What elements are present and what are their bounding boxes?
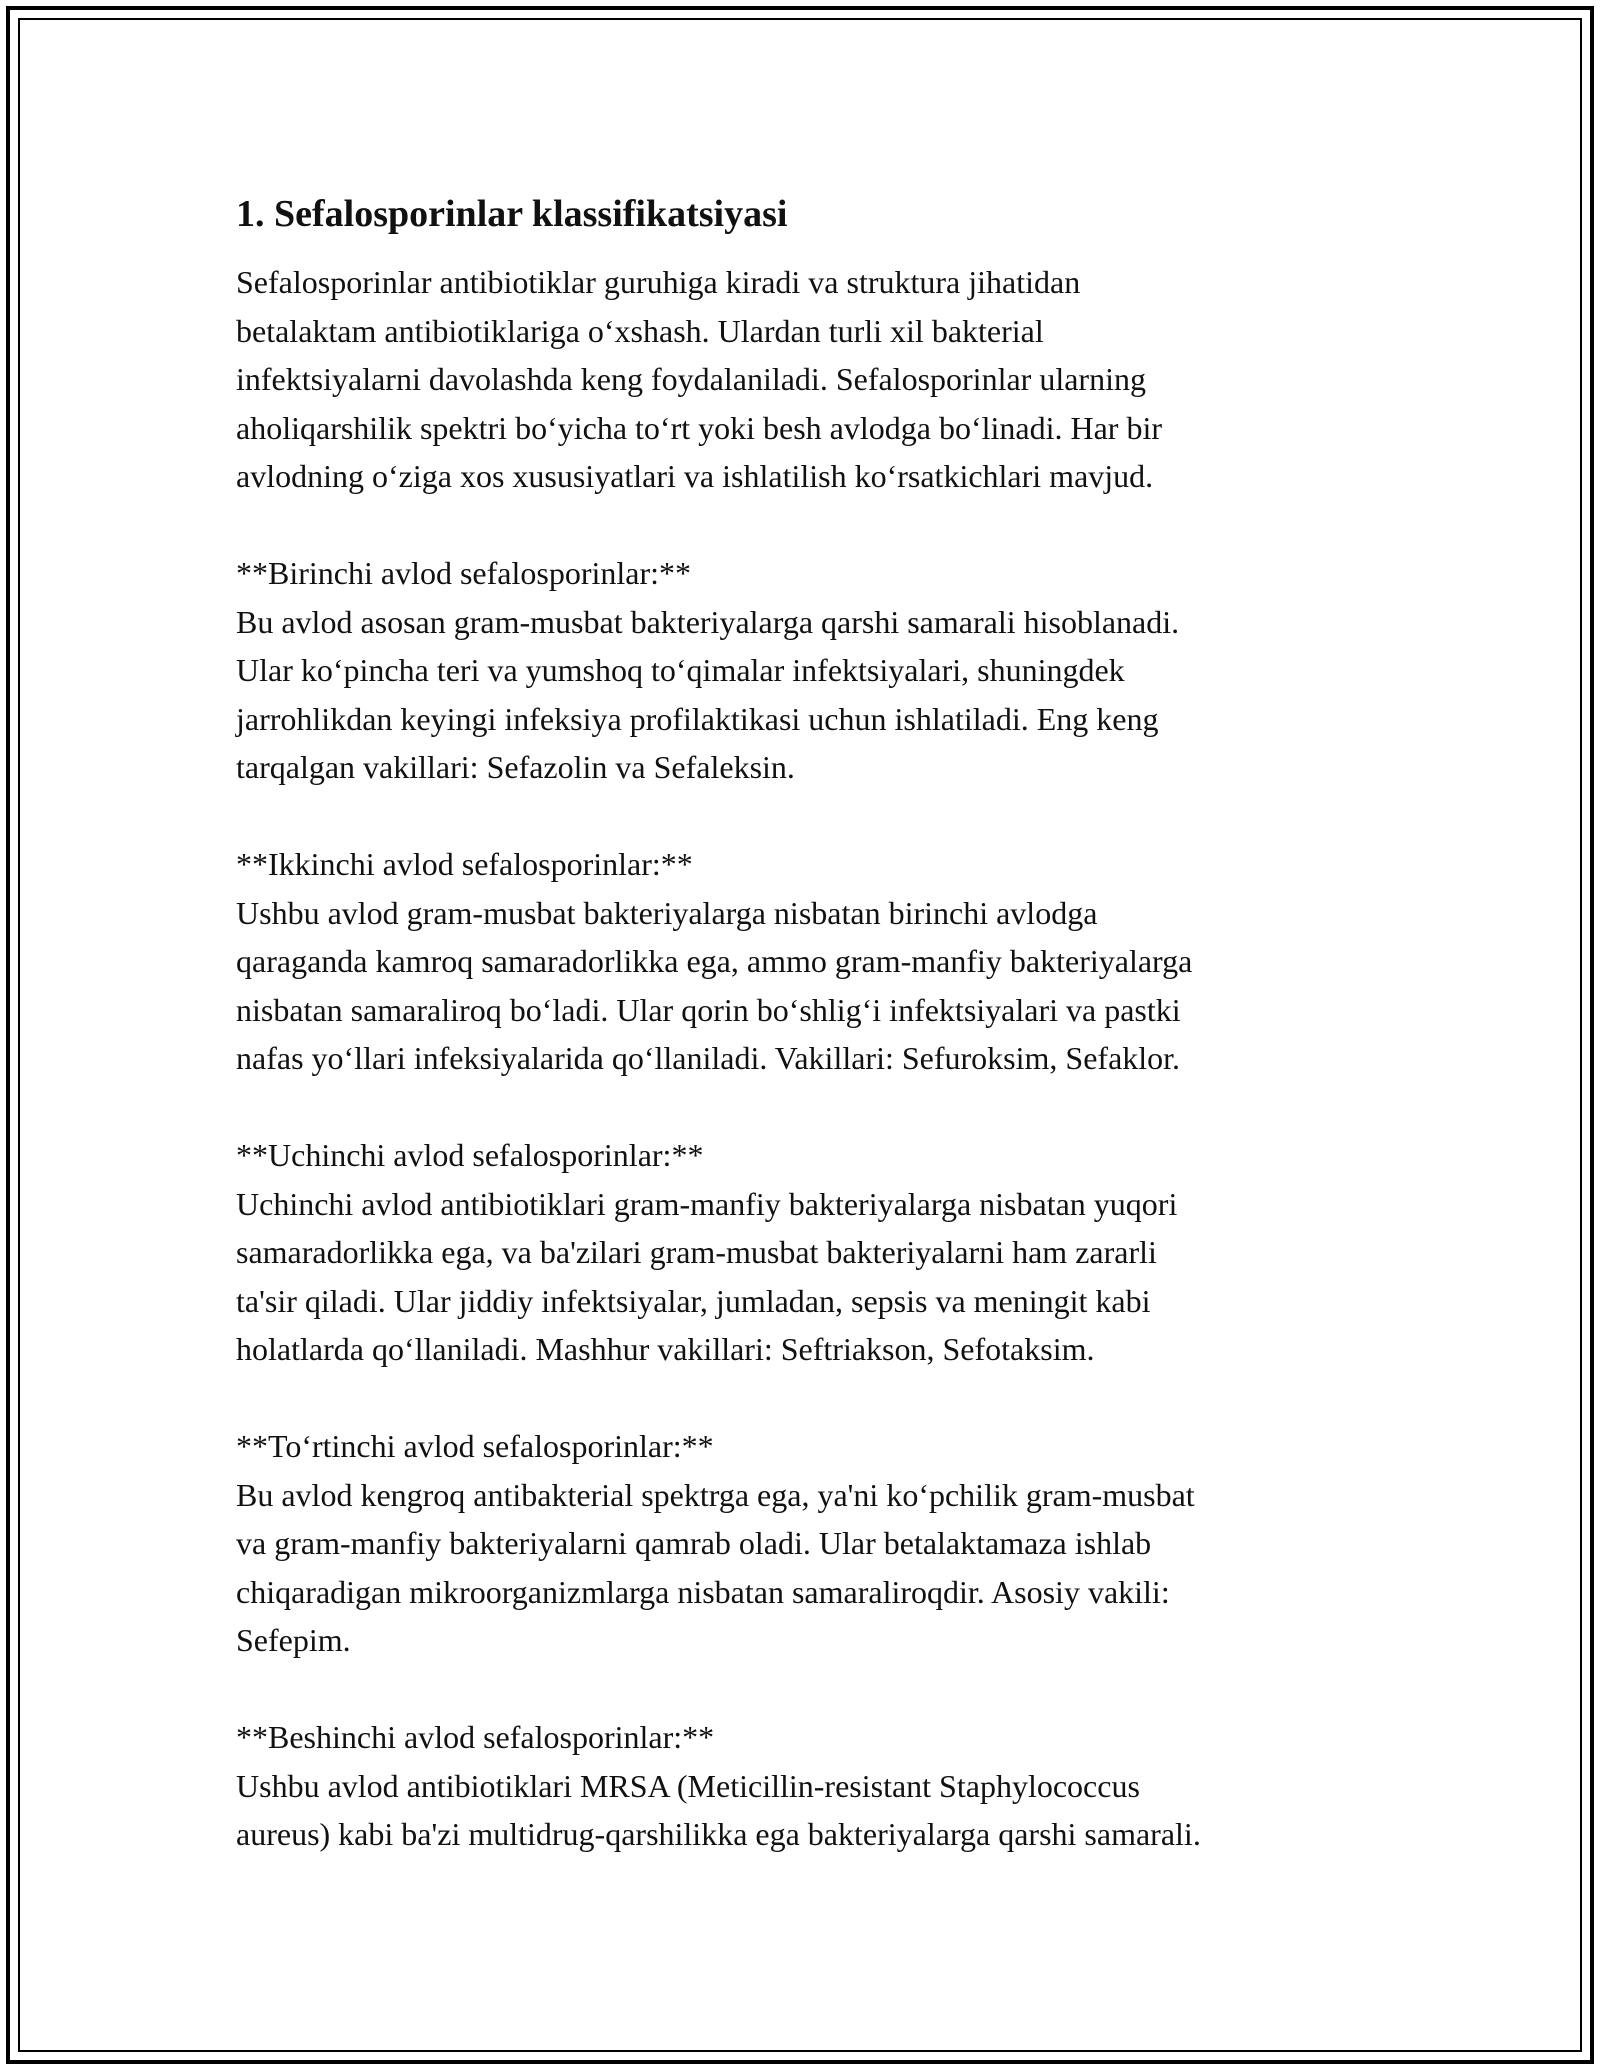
document-content — [236, 186, 1376, 1859]
document-title: 1. Sefalosporinlar klassifikatsiyasi — [236, 193, 788, 235]
section-body: Bu avlod kengroq antibakterial spektrga ega, ya'ni ko‘pchilik gram-musbat va gram-manfiy bakteriyalarni qamrab oladi. Ular betalaktamaza ishlab chiqaradigan mikroorganizmlarga nisbatan samaraliroqdir. Asosiy vakili: Sefepim. — [236, 1476, 1195, 1658]
section-fourth-generation — [236, 1422, 1376, 1665]
section-heading: **To‘rtinchi avlod sefalosporinlar:** — [236, 1428, 714, 1464]
section-body: Ushbu avlod gram-musbat bakteriyalarga nisbatan birinchi avlodga qaraganda kamroq samaradorlikka ega, ammo gram-manfiy bakteriyalarga nisbatan samaraliroq bo‘ladi. Ular qorin bo‘shlig‘i infektsiyalari va pastki nafas yo‘llari infeksiyalarida qo‘llaniladi. Vakillari: Sefuroksim, Sefaklor. — [236, 894, 1193, 1076]
section-heading: **Uchinchi avlod sefalosporinlar:** — [236, 1137, 704, 1173]
section-body: Uchinchi avlod antibiotiklari gram-manfiy bakteriyalarga nisbatan yuqori samaradorlikka ega, va ba'zilari gram-musbat bakteriyalarni ham zararli ta'sir qiladi. Ular jiddiy infektsiyalar, jumladan, sepsis va meningit kabi holatlarda qo‘llaniladi. Mashhur vakillari: Seftriakson, Sefotaksim. — [236, 1185, 1178, 1367]
section-heading: **Beshinchi avlod sefalosporinlar:** — [236, 1719, 715, 1755]
section-third-generation — [236, 1131, 1376, 1374]
section-heading: **Birinchi avlod sefalosporinlar:** — [236, 555, 692, 591]
section-body: Ushbu avlod antibiotiklari MRSA (Meticillin-resistant Staphylococcus aureus) kabi ba'zi multidrug-qarshilikka ega bakteriyalarga qarshi samarali. — [236, 1767, 1201, 1852]
section-fifth-generation — [236, 1713, 1376, 1859]
section-body: Bu avlod asosan gram-musbat bakteriyalarga qarshi samarali hisoblanadi. Ular ko‘pincha teri va yumshoq to‘qimalar infektsiyalari, shuningdek jarrohlikdan keyingi infeksiya profilaktikasi uchun ishlatiladi. Eng keng tarqalgan vakillari: Sefazolin va Sefaleksin. — [236, 603, 1180, 785]
section-first-generation — [236, 549, 1376, 792]
section-second-generation — [236, 840, 1376, 1083]
intro-paragraph: Sefalosporinlar antibiotiklar guruhiga kiradi va struktura jihatidan betalaktam antibiotiklariga o‘xshash. Ulardan turli xil bakterial infektsiyalarni davolashda keng foydalaniladi. Sefalosporinlar ularning aholiqarshilik spektri bo‘yicha to‘rt yoki besh avlodga bo‘linadi. Har bir avlodning o‘ziga xos xususiyatlari va ishlatilish ko‘rsatkichlari mavjud. — [236, 264, 1162, 494]
section-heading: **Ikkinchi avlod sefalosporinlar:** — [236, 846, 693, 882]
